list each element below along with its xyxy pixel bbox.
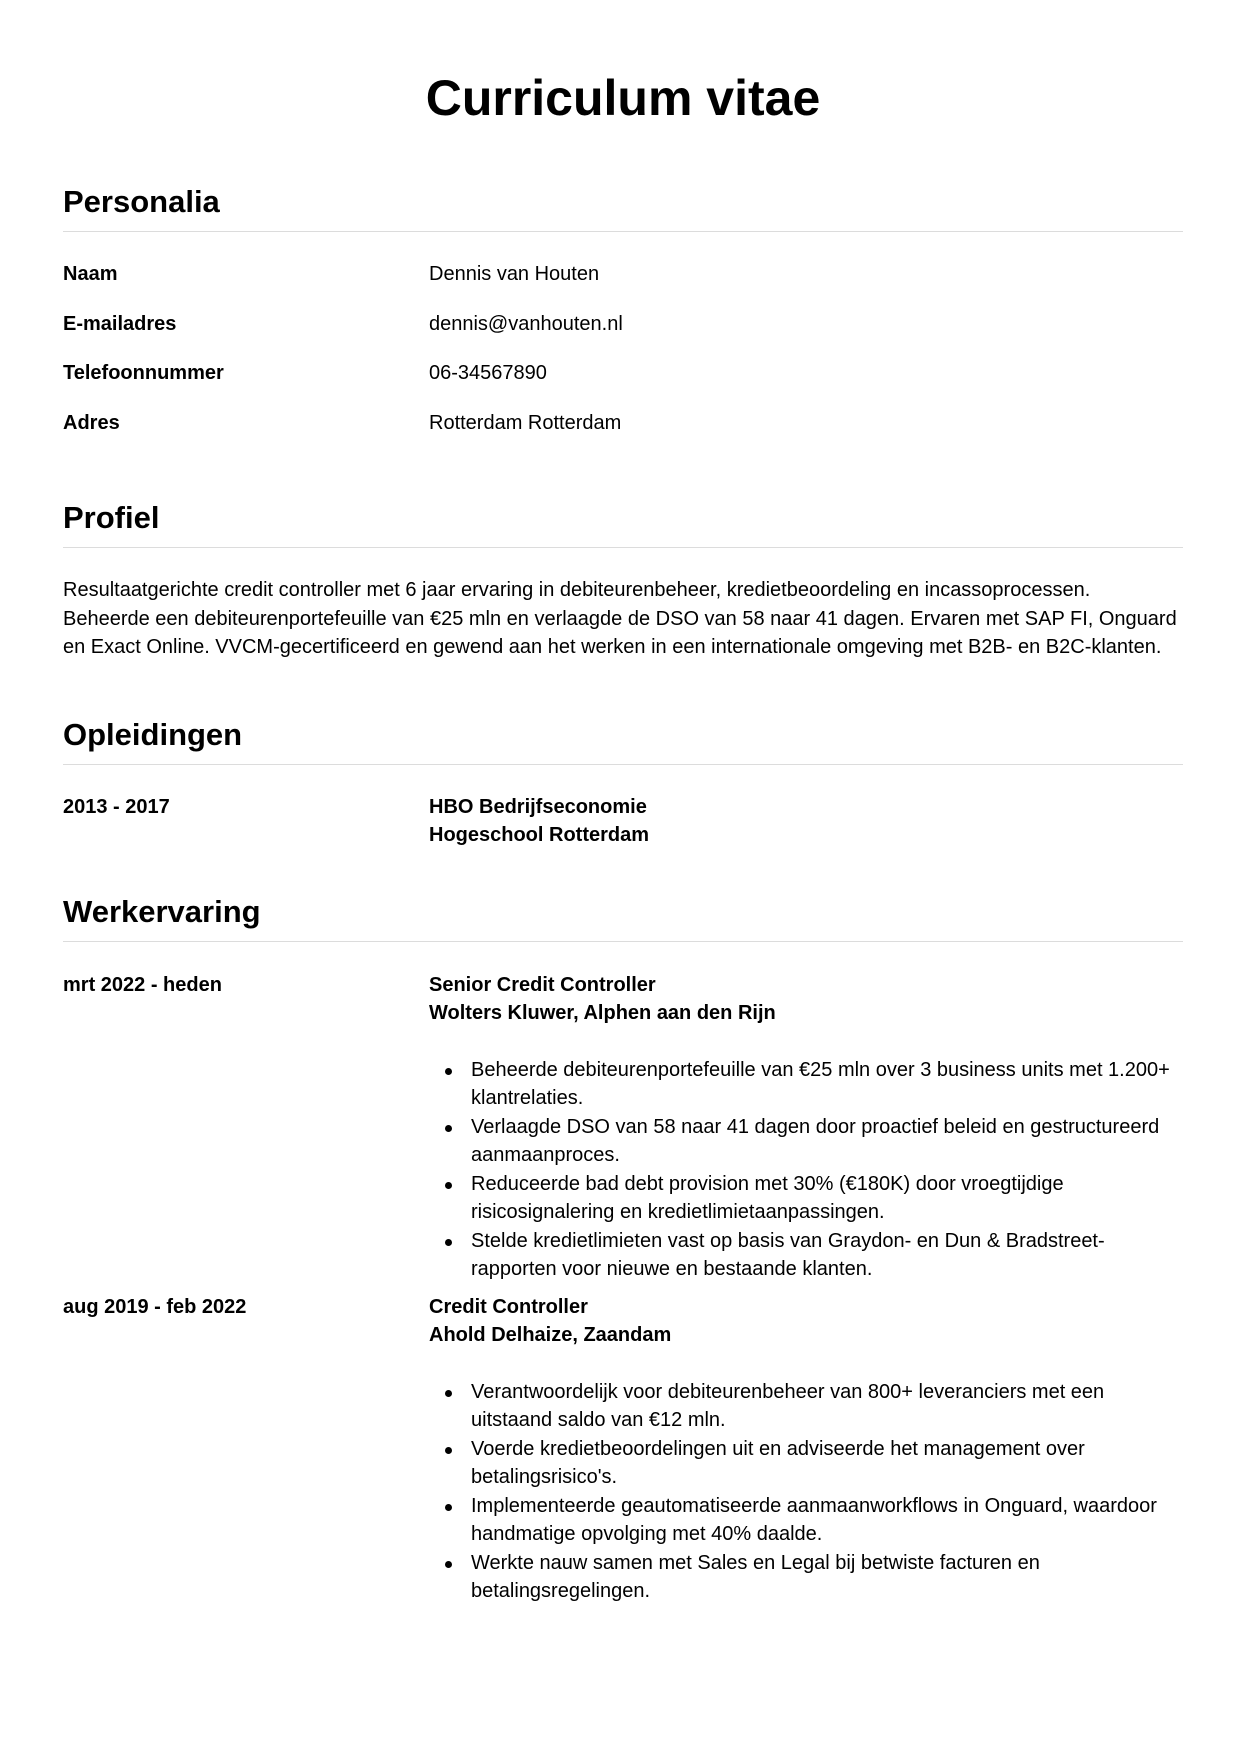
education-entry bbox=[63, 793, 1183, 850]
field-label: Naam bbox=[63, 263, 118, 285]
field-value: dennis@vanhouten.nl bbox=[429, 312, 623, 335]
field-value: 06-34567890 bbox=[429, 362, 547, 384]
bullet-item: Reduceerde bad debt provision met 30% (€180K) door vroegtijdige risicosignalering en kredietlimietaanpassingen. bbox=[429, 1170, 1183, 1227]
company-name: Wolters Kluwer, Alphen aan den Rijn bbox=[429, 1002, 776, 1024]
work-bullets bbox=[429, 1378, 1183, 1606]
section-heading-profiel: Profiel bbox=[63, 500, 1183, 548]
section-werkervaring bbox=[63, 894, 1183, 1606]
work-entry bbox=[63, 971, 1183, 1284]
bullet-item: Voerde kredietbeoordelingen uit en adviseerde het management over betalingsrisico's. bbox=[429, 1435, 1183, 1492]
work-entry bbox=[63, 1293, 1183, 1606]
document-title: Curriculum vitae bbox=[425, 70, 821, 126]
section-personalia bbox=[63, 184, 1183, 460]
education-period: 2013 - 2017 bbox=[63, 795, 170, 818]
section-heading-werkervaring: Werkervaring bbox=[63, 894, 1183, 942]
personalia-fields bbox=[63, 262, 1183, 460]
education-institution: Hogeschool Rotterdam bbox=[429, 824, 650, 846]
field-row-naam bbox=[63, 262, 1183, 312]
work-period: aug 2019 - feb 2022 bbox=[63, 1295, 247, 1318]
job-title: Credit Controller bbox=[429, 1295, 588, 1318]
section-profiel bbox=[63, 500, 1183, 662]
field-row-adres bbox=[63, 411, 1183, 461]
field-label: E-mailadres bbox=[63, 312, 177, 335]
profile-text: Resultaatgerichte credit controller met 6 jaar ervaring in debiteurenbeheer, kredietbeoordeling en incassoprocessen. Beheerde een debiteurenportefeuille van €25 mln en verlaagde de DSO van 58 naar 41 dagen. Ervaren met SAP FI, Onguard en Exact Online. VVCM-gecertificeerd en gewend aan het werken in een internationale omgeving met B2B- en B2C-klanten. bbox=[63, 579, 1177, 658]
field-label: Telefoonnummer bbox=[63, 362, 224, 384]
field-value: Rotterdam Rotterdam bbox=[429, 411, 622, 434]
bullet-item: Verlaagde DSO van 58 naar 41 dagen door proactief beleid en gestructureerd aanmaanproces. bbox=[429, 1113, 1183, 1170]
field-label: Adres bbox=[63, 411, 120, 434]
education-title: HBO Bedrijfseconomie bbox=[429, 795, 647, 818]
bullet-item: Implementeerde geautomatiseerde aanmaanworkflows in Onguard, waardoor handmatige opvolging met 40% daalde. bbox=[429, 1492, 1183, 1549]
section-opleidingen bbox=[63, 717, 1183, 850]
work-details bbox=[429, 971, 1183, 1284]
section-heading-personalia: Personalia bbox=[63, 184, 1183, 232]
job-title: Senior Credit Controller bbox=[429, 973, 656, 996]
work-details bbox=[429, 1293, 1183, 1606]
field-value: Dennis van Houten bbox=[429, 263, 600, 285]
work-bullets bbox=[429, 1056, 1183, 1284]
bullet-item: Stelde kredietlimieten vast op basis van Graydon- en Dun & Bradstreet-rapporten voor nieuwe en bestaande klanten. bbox=[429, 1227, 1183, 1284]
education-details bbox=[429, 793, 1183, 850]
cv-page bbox=[63, 0, 1183, 1606]
section-heading-opleidingen: Opleidingen bbox=[63, 717, 1183, 765]
bullet-item: Beheerde debiteurenportefeuille van €25 mln over 3 business units met 1.200+ klantrelaties. bbox=[429, 1056, 1183, 1113]
bullet-item: Werkte nauw samen met Sales en Legal bij betwiste facturen en betalingsregelingen. bbox=[429, 1549, 1183, 1606]
company-name: Ahold Delhaize, Zaandam bbox=[429, 1324, 672, 1346]
bullet-item: Verantwoordelijk voor debiteurenbeheer van 800+ leveranciers met een uitstaand saldo van €12 mln. bbox=[429, 1378, 1183, 1435]
field-row-email bbox=[63, 312, 1183, 362]
work-period: mrt 2022 - heden bbox=[63, 973, 222, 996]
field-row-telefoon bbox=[63, 361, 1183, 411]
